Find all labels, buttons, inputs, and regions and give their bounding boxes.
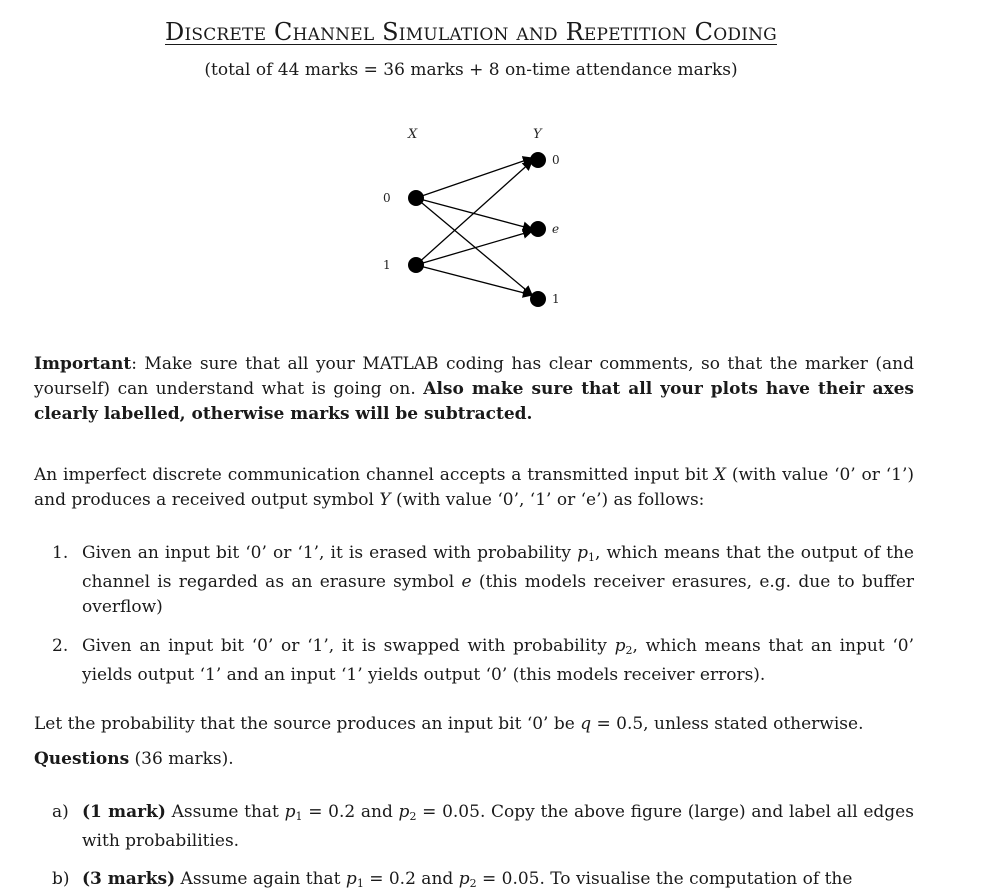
questions-heading: Questions (36 marks). (34, 749, 234, 769)
input-node-0-label: 0 (383, 191, 391, 205)
input-node-1-label: 1 (383, 258, 391, 272)
output-node-1 (530, 291, 546, 307)
edge-0-to-0 (416, 158, 532, 198)
list-item: 1. Given an input bit ‘0’ or ‘1’, it is erased with probability $p_1$, which means that the output of the channel is regarded as an erasure symbol e (this models receiver erasures, e.g. due to buffer overflow) (52, 543, 915, 617)
output-node-e-label: e (552, 222, 560, 236)
input-node-0 (408, 190, 424, 206)
important-note: Important: Make sure that all your MATLAB coding has clear comments, so that the marker (and yourself) can understand what is going on. Also make sure that all your plots have their axes clearly labelled, otherwise marks will be subtracted. (34, 354, 914, 424)
output-node-0-label: 0 (552, 153, 560, 167)
question-item: a) (1 mark) Assume that $p_1 = 0.2$ and $p_2 = 0.05$. Copy the above figure (large) and label all edges with probabilities. (52, 802, 914, 851)
edge-1-to-e (416, 231, 532, 265)
output-node-e (530, 221, 546, 237)
input-node-1 (408, 257, 424, 273)
output-node-1-label: 1 (552, 292, 560, 306)
list-item: 2. Given an input bit ‘0’ or ‘1’, it is swapped with probability $p_2$, which means that an input ‘0’ yields output ‘1’ and an input ‘1’ yields output ‘0’ (this models receiver errors). (52, 636, 914, 685)
input-variable-label: X (408, 127, 418, 142)
channel-diagram (360, 118, 600, 318)
intro-paragraph: An imperfect discrete communication channel accepts a transmitted input bit X (with value ‘0’ or ‘1’) and produces a received output symbol Y (with value ‘0’, ‘1’ or ‘e’) as follows: (34, 465, 914, 510)
output-node-0 (530, 152, 546, 168)
let-line: Let the probability that the source produces an input bit ‘0’ be q = 0.5, unless stated otherwise. (34, 714, 864, 734)
question-item: b) (3 marks) Assume again that $p_1 = 0.2$ and $p_2 = 0.05$. To visualise the computation of the (52, 869, 853, 890)
page-title: Discrete Channel Simulation and Repetition Coding (165, 18, 777, 46)
output-variable-label: Y (533, 127, 542, 142)
page-subtitle: (total of 44 marks = 36 marks + 8 on-time attendance marks) (204, 60, 738, 80)
